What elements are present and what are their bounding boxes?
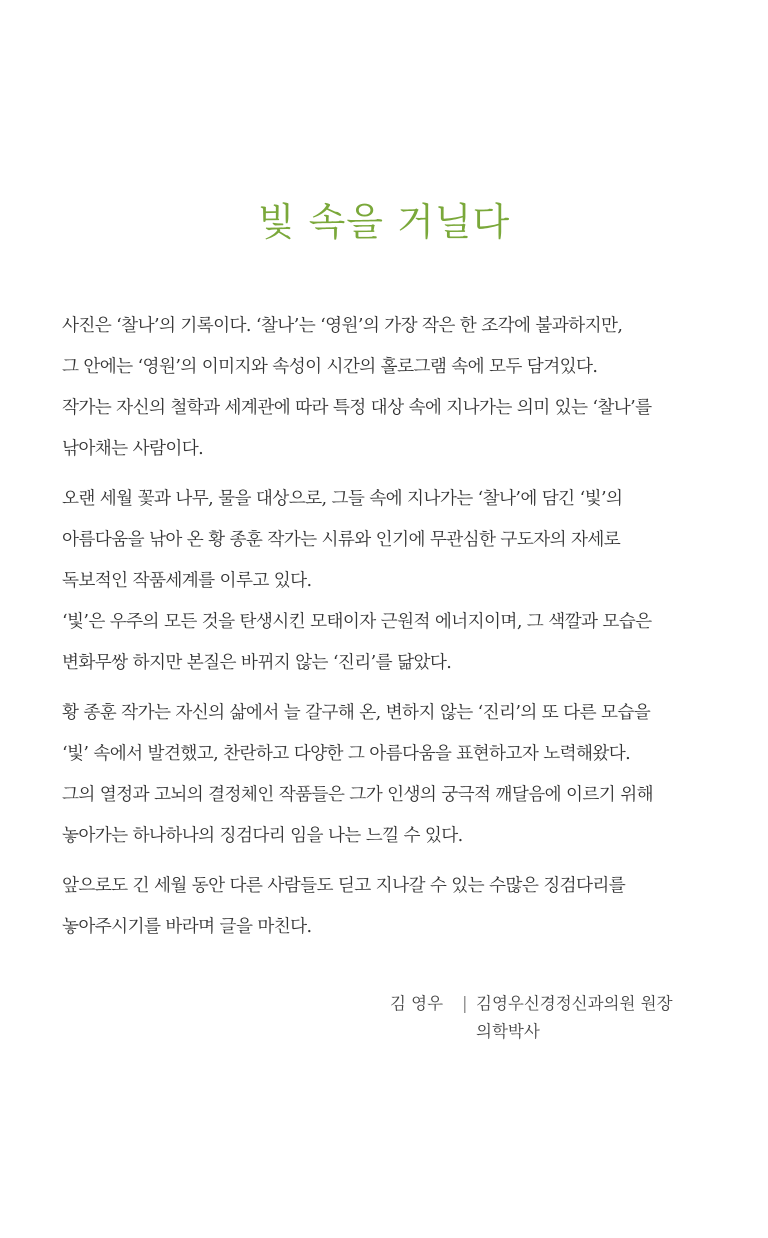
author-name: 김 영우 [390,994,444,1013]
text-line: ‘빛’은 우주의 모든 것을 탄생시킨 모태이자 근원적 에너지이며, 그 색깔과 모습은 [62,612,652,632]
essay-body [62,306,722,948]
text-line: 작가는 자신의 철학과 세계관에 따라 특정 대상 속에 지나가는 의미 있는 ‘찰나’를 [62,398,652,418]
paragraph-4 [62,866,722,948]
signature-row [390,1018,720,1046]
text-line: 변화무쌍 하지만 본질은 바뀌지 않는 ‘진리’를 닮았다. [62,653,452,673]
text-line: 오랜 세월 꽃과 나무, 물을 대상으로, 그들 속에 지나가는 ‘찰나’에 담긴 ‘빛’의 [62,489,623,509]
signature-row [390,990,720,1018]
paragraph-gap [62,684,722,693]
essay-title: 빛 속을 거닐다 [257,200,511,244]
text-line: 아름다움을 낚아 온 황 종훈 작가는 시류와 인기에 무관심한 구도자의 자세로 [62,530,621,550]
text-line: 앞으로도 긴 세월 동안 다른 사람들도 딛고 지나갈 수 있는 수많은 징검다리를 [62,876,626,896]
signature-block [390,990,720,1046]
author-affiliation: 김영우신경정신과의원 원장 [476,994,673,1013]
paragraph-gap [62,857,722,866]
text-line: 독보적인 작품세계를 이루고 있다. [62,571,312,591]
text-line: 놓아가는 하나하나의 징검다리 임을 나는 느낄 수 있다. [62,826,463,846]
text-line: 놓아주시기를 바라며 글을 마친다. [62,917,312,937]
text-line: 그의 열정과 고뇌의 결정체인 작품들은 그가 인생의 궁극적 깨달음에 이르기 위해 [62,785,653,805]
paragraph-gap [62,470,722,479]
paragraph-2 [62,479,722,684]
text-line: 낚아채는 사람이다. [62,439,204,459]
paragraph-3 [62,693,722,857]
paragraph-1 [62,306,722,470]
signature-separator: | [462,994,468,1013]
text-line: ‘빛’ 속에서 발견했고, 찬란하고 다양한 그 아름다움을 표현하고자 노력해왔다. [62,744,631,764]
author-degree: 의학박사 [476,1022,540,1041]
text-line: 황 종훈 작가는 자신의 삶에서 늘 갈구해 온, 변하지 않는 ‘진리’의 또 다른 모습을 [62,703,651,723]
text-line: 사진은 ‘찰나’의 기록이다. ‘찰나’는 ‘영원’의 가장 작은 한 조각에 불과하지만, [62,316,623,336]
text-line: 그 안에는 ‘영원’의 이미지와 속성이 시간의 홀로그램 속에 모두 담겨있다. [62,357,598,377]
